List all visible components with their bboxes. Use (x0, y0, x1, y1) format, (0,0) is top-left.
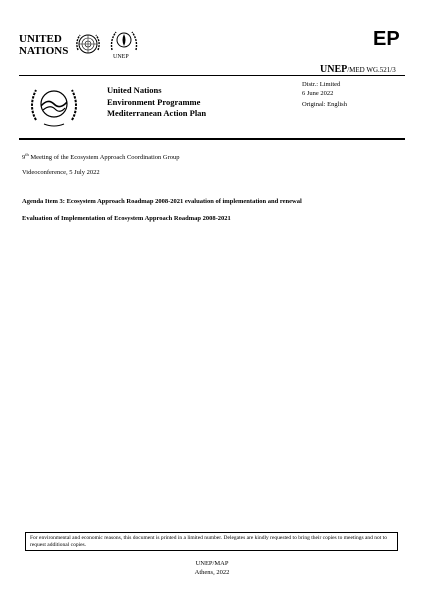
footer-publisher: UNEP/MAP (195, 560, 229, 567)
mediterranean-action-plan-logo-icon (24, 80, 84, 132)
organization-line-3: Mediterranean Action Plan (107, 108, 207, 118)
unep-logo-label: UNEP (113, 54, 129, 60)
meeting-number: 9 (22, 154, 26, 162)
symbol-suffix: /MED WG.521/3 (347, 66, 396, 74)
un-emblem-icon (74, 30, 102, 58)
document-symbol (320, 64, 396, 75)
document-title: Evaluation of Implementation of Ecosystem Approach Roadmap 2008-2021 (22, 215, 231, 222)
header-rule (19, 75, 405, 76)
organization-line-1: United Nations (107, 85, 162, 95)
meeting-title (22, 152, 180, 161)
section-rule (19, 138, 405, 140)
symbol-prefix: UNEP (320, 64, 348, 75)
meeting-venue: Videoconference, 5 July 2022 (22, 169, 100, 176)
united-nations-wordmark (19, 33, 68, 57)
agenda-item: Agenda Item 3: Ecosystem Approach Roadmap 2008-2021 evaluation of implementation and renewal (22, 198, 302, 205)
organization-line-2: Environment Programme (107, 96, 201, 107)
meeting-name: Meeting of the Ecosystem Approach Coordination Group (28, 154, 180, 162)
organization-name (107, 85, 206, 120)
org-line-2: NATIONS (19, 45, 69, 57)
meeting-ordinal-suffix: th (25, 152, 29, 157)
document-date: 6 June 2022 (302, 89, 334, 97)
original-language: Original: English (302, 101, 347, 108)
distribution-status: Distr.: Limited (302, 81, 341, 88)
distribution-block (302, 81, 347, 110)
footer-place-year: Athens, 2022 (194, 569, 230, 576)
printing-notice: For environmental and economic reasons, this document is printed in a limited number. Delegates are kindly requested to bring their copies to meetings and not to request additional copies. (25, 532, 398, 551)
org-line-1: UNITED (19, 33, 62, 45)
ep-mark: EP (373, 28, 400, 50)
